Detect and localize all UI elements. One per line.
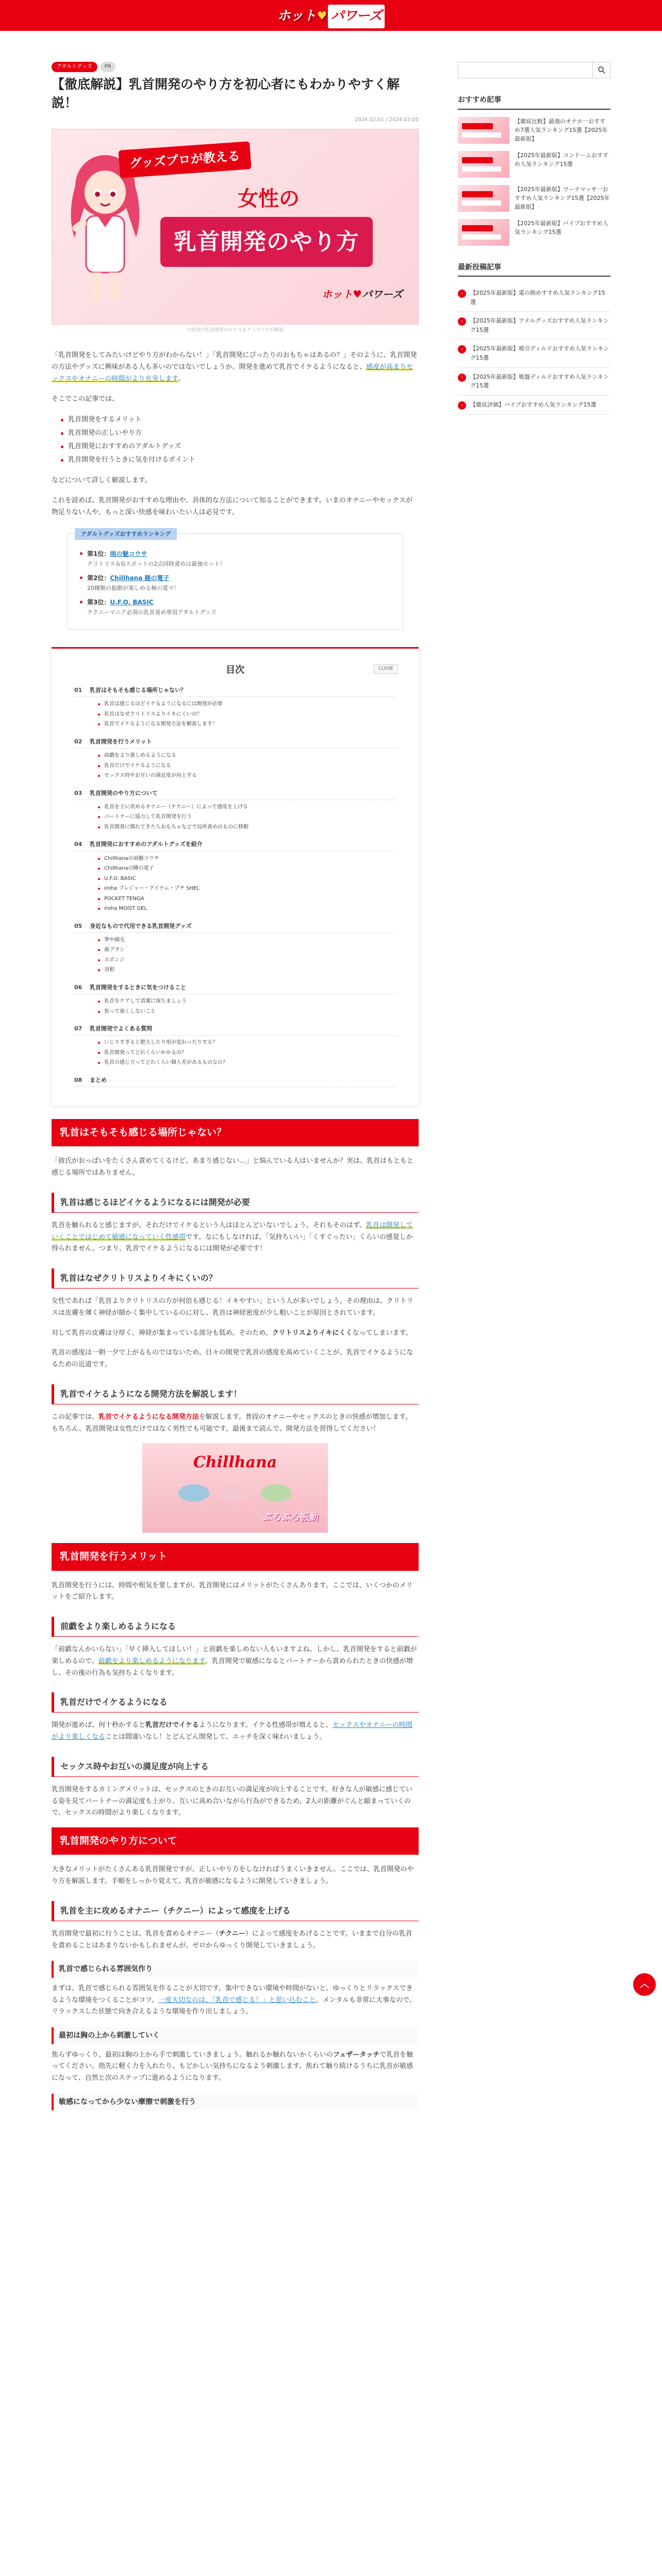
toc-sub-list (98, 935, 396, 975)
latest-item[interactable] (458, 396, 610, 415)
ranking-rank: 第1位： (87, 550, 110, 557)
toc-sub-list (98, 699, 396, 730)
hero-main-title: 乳首開発のやり方 (160, 217, 373, 267)
toc-section (74, 685, 396, 730)
latest-heading: 最新投稿記事 (458, 261, 610, 277)
latest-item[interactable] (458, 312, 610, 340)
chevron-up-icon: ︿ (640, 1979, 649, 1990)
sidebar (458, 62, 610, 415)
section-heading: 乳首開発のやり方について (52, 1827, 419, 1855)
subsection-heading: 乳首はなぜクリトリスよりイキにくいの？ (52, 1268, 419, 1289)
section-paragraph: 乳首の感度は一朝一夕で上がるものではないため、日々の開発で乳首の感度を高めていくことが、乳首でイケるようになるための近道です。 (52, 1349, 413, 1368)
bullet-icon: › (458, 401, 466, 410)
toc-section-title: 身近なもので代用できる乳首開発グッズ (90, 922, 192, 929)
toc-section-title: まとめ (90, 1076, 107, 1083)
ranking-desc: テクニーマニア必須の乳首責め専用アダルトグッズ (87, 609, 217, 616)
section-paragraph (52, 1928, 419, 1952)
product-tagline: ぷるぷる振動 (263, 1512, 319, 1523)
toc-sub-list (98, 1038, 396, 1068)
toc-section-link[interactable] (74, 685, 396, 697)
toc-section-title: 乳首開発におすすめのアダルトグッズを紹介 (90, 841, 203, 848)
latest-item[interactable] (458, 340, 610, 367)
subsection-heading: 乳首でイケるようになる開発方法を解説します！ (52, 1384, 419, 1404)
table-of-contents (52, 647, 419, 1106)
toc-sub-list (98, 751, 396, 781)
recommend-thumbnail (458, 219, 509, 246)
text: 乳首を触られると感じますが、それだけでイケるという人はほとんどいないでしょう。それもそのはず、 (52, 1221, 366, 1229)
latest-title: 【2025年最新版】アナルグッズおすすめ人気ランキング15選 (470, 317, 609, 333)
logo-text-left: ホット (277, 8, 316, 24)
product-egg-green (261, 1484, 292, 1502)
toc-close-button[interactable]: CLOSE (374, 664, 398, 674)
ranking-product-link[interactable]: U.F.O. BASIC (110, 598, 154, 606)
text: で乳首を触ってください。指先に軽く力を入れたり、もどかしい気持ちになるよう刺激します。焦れて触り続けるうちに乳首が敏感になって、自然と次のステップに進めるようになります。 (52, 2050, 413, 2082)
toc-sub-link[interactable]: 筆や刷毛 (98, 935, 396, 945)
hero-ribbon-text: グッズプロが教える (118, 141, 251, 178)
highlight-link[interactable]: 前戯をより楽しめるようになります (98, 1657, 205, 1665)
section-paragraph (52, 1412, 419, 1435)
section-paragraph (52, 1220, 419, 1255)
text: 開発が進めば、何十秒かすると (52, 1721, 146, 1730)
text: まずは、乳首で感じられる雰囲気を作ることが大切です。集中できない環境や時間がないと、ゆっくりとリラックスできるような環境をつくることがコツ。 (52, 1984, 413, 2004)
toc-sub-link[interactable]: 焦って強くしないこと (98, 1007, 396, 1017)
toc-section-title: 乳首開発でよくある質問 (90, 1025, 152, 1032)
toc-sub-list (98, 802, 396, 833)
toc-sub-list (98, 854, 396, 914)
toc-section-link[interactable] (74, 737, 396, 749)
ranking-item (80, 549, 390, 569)
ranking-product-link[interactable]: Chillhana 睡の電子 (110, 574, 170, 582)
subsection-heading: 乳首だけでイケるようになる (52, 1692, 419, 1713)
toc-sub-link[interactable]: POCKET TENGA (98, 894, 396, 904)
toc-number: 02 (74, 738, 82, 745)
subsection-heading: 前戯をより楽しめるようになる (52, 1617, 419, 1637)
toc-section-link[interactable] (74, 921, 396, 933)
ranking-desc: クリトリス＆Gスポットの2点同時責めは最強セット！ (87, 561, 226, 567)
intro-closing: これを読めば、乳首開発がおすすめな理由や、具体的な方法について知ることができます。いまのオナニーやセックスが物足りない人や、もっと深い快感を味わいたい人は必見です。 (52, 497, 412, 516)
text: 対して乳首の皮膚は分厚く、神経が集まっている部分も低め。そのため、 (52, 1329, 272, 1337)
toc-sub-link[interactable]: 歯ブラシ (98, 945, 396, 955)
recommend-item[interactable] (458, 219, 610, 246)
toc-number: 05 (74, 922, 82, 929)
text: 「前戯なんかいらない」「早く挿入してほしい！」と前戯を楽しめない人もいますよね。しかし、乳首開発をすると前戯が楽しめるので、 (52, 1646, 417, 1665)
toc-section-link[interactable] (74, 839, 396, 851)
site-logo[interactable] (277, 5, 385, 28)
toc-sub-link[interactable]: 乳首開発に慣れてきたらおもちゃなどで局所責めのものに移動 (98, 822, 396, 833)
red-bold-text: 乳首でイケるようになる開発方法 (98, 1413, 199, 1421)
hero-subtitle: 女性の (238, 187, 300, 211)
subsection-heading: 乳首を主に攻めるオナニー（チクニー）によって感度を上げる (52, 1901, 419, 1921)
intro-text-end: 。 (178, 375, 185, 383)
category-row (52, 62, 419, 72)
bullet-icon: › (458, 290, 466, 298)
recommend-item[interactable] (458, 151, 610, 178)
latest-item[interactable] (458, 284, 610, 312)
toc-sub-link[interactable]: スポンジ (98, 955, 396, 965)
list-item: 乳首開発におすすめのアダルトグッズ (61, 440, 419, 453)
section-paragraph: 大きなメリットがたくさんある乳首開発ですが、正しいやり方をしなければうまくいきません。ここでは、乳首開発のやり方を解説します。手順をしっかり覚えて、乳首が敏感になるように開発していきましょう。 (52, 1866, 414, 1885)
section-paragraph (52, 1983, 419, 2018)
toc-sub-link[interactable]: Chillhanaの睡の電子 (98, 863, 396, 874)
section-paragraph: 「彼氏がおっぱいをたくさん責めてくるけど、あまり感じない…」と悩んでいる人はいませんか？実は、乳首はもともと感じる場所ではありません。 (52, 1157, 414, 1177)
inline-link[interactable]: セックスやオナニーの時間がより楽しくなる (52, 1721, 412, 1741)
toc-section-title: 乳首開発をするときに気をつけること (90, 984, 186, 991)
intro-paragraph (52, 350, 419, 385)
hero-caption: 女性向け乳首開発のやり方をグッズプロが解説 (186, 327, 284, 333)
subsection-heading: セックス時やお互いの満足度が向上する (52, 1757, 419, 1777)
page-top-button[interactable] (633, 1973, 656, 1996)
toc-sub-link[interactable]: 乳首の感じ方ってどれくらい個人差があるものなの？ (98, 1058, 396, 1068)
toc-section-link[interactable] (74, 1075, 396, 1087)
ranking-item (80, 573, 390, 594)
search-icon (598, 66, 606, 74)
text: ）によって感度をあげることです。いままで自分の乳首を責めることはあまりないかもしれませんが、ゼロからゆっくり開発していきましょう。 (52, 1929, 412, 1950)
intro-lead: そこでこの記事では、 (52, 395, 119, 403)
article-title: 【徹底解説】乳首開発のやり方を初心者にもわかりやすく解説！ (52, 76, 400, 110)
text: ようになります。イケる性感帯が増えると、 (198, 1721, 333, 1730)
ranking-product-link[interactable]: 雨の魅コウサ (110, 550, 147, 557)
text: なってしまいます。 (352, 1329, 412, 1337)
section-paragraph (52, 2049, 419, 2084)
text: 焦らずゆっくり、最初は胸の上から手で刺激していきましょう。触れるか触れないかくらいの (52, 2050, 333, 2059)
toc-sub-link[interactable]: iroha プレジャー・アイテム・プチ SHEL (98, 884, 396, 894)
section-heading: 乳首はそもそも感じる場所じゃない？ (52, 1119, 419, 1146)
toc-section (74, 788, 396, 833)
toc-section-title: 乳首開発を行うメリット (90, 738, 152, 745)
bullet-icon: › (458, 317, 466, 326)
hero-logo-heart: ♥ (353, 287, 362, 300)
bold-text: チクニー (219, 1929, 245, 1938)
highlight-link[interactable]: 乳首は開発していくことではじめて敏感になっていく性感帯 (52, 1221, 413, 1241)
minor-heading: 最初は胸の上から刺激していく (52, 2027, 419, 2044)
recommend-thumbnail (458, 117, 509, 144)
bullet-icon: › (458, 345, 466, 353)
product-name: Chillhana (193, 1453, 277, 1472)
toc-section (74, 982, 396, 1016)
bullet-icon: › (458, 374, 466, 382)
product-banner[interactable] (142, 1443, 328, 1533)
recommend-heading: おすすめ記事 (458, 94, 610, 110)
recommend-item[interactable] (458, 185, 610, 212)
toc-sub-link[interactable]: Chillhanaの雨魅コウサ (98, 854, 396, 864)
toc-number: 08 (74, 1076, 82, 1083)
toc-sub-link[interactable]: 乳首開発ってどれくらいかかるの？ (98, 1048, 396, 1058)
toc-section (74, 1075, 396, 1087)
minor-heading: 乳首で感じられる雰囲気作り (52, 1961, 419, 1978)
text: 。メンタルも非常に大事なので、リラックスした状態で向き合えるような環境を作り出しましょう。 (52, 1996, 416, 2016)
recommend-title: 【徹底比較】最強のオナホ一おすすめ7選人気ランキング15選【2025年最新版】 (515, 117, 608, 142)
text: この記事では、 (52, 1413, 99, 1421)
search-box (458, 62, 610, 78)
text: ことは間違いなし！とどんどん開発して、エッチを深く味わいましょう。 (105, 1733, 326, 1741)
section-paragraph: 乳首開発を行うには、時間や根気を要しますが、乳首開発にはメリットがたくさんあります。ここでは、いくつかのメリットをご紹介します。 (52, 1581, 413, 1601)
inline-link[interactable]: 一度大切なのは、「乳首で感じる！」と思い込むこと (158, 1996, 316, 2004)
recommend-thumbnail (458, 151, 509, 178)
text: 乳首開発で最初に行うことは、乳首を責めるオナニー（ (52, 1929, 219, 1938)
toc-section-title: 乳首はそもそも感じる場所じゃない？ (90, 687, 186, 693)
section-paragraph (52, 1720, 419, 1743)
recommend-item[interactable] (458, 117, 610, 144)
section-heading: 乳首開発を行うメリット (52, 1543, 419, 1570)
text: 。乳首開発で敏感になるとパートナーから責められたときの快感が増し、その後の行為も気持ちよくなります。 (52, 1657, 413, 1677)
ranking-desc: 20種類の振動が楽しめる極の電マ！ (87, 585, 179, 591)
toc-sub-link[interactable]: 乳首はなぜクリトリスよりイキにくいの？ (98, 709, 396, 720)
latest-title: 【2025年最新版】吸盤ディルドおすすめ人気ランキング15選 (470, 373, 609, 389)
article-main (52, 62, 419, 2115)
intro-text: 「乳首開発をしてみたいけどやり方がわからない！」「乳首開発にぴったりのおもちゃはあるの？」そのように、乳首開発の方法やグッズに興味がある人も多いのではないでしょうか。開発を進めて乳首でイケるようになると、 (52, 351, 417, 371)
toc-number: 01 (74, 687, 82, 693)
toc-section-link[interactable] (74, 1024, 396, 1036)
recommend-title: 【2025年最新版】コンドームおすすめ人気ランキング15選 (515, 151, 609, 167)
bold-text: クリトリスよりイキにくく (272, 1329, 353, 1337)
toc-sub-link[interactable]: U.F.O. BASIC (98, 874, 396, 884)
toc-body (74, 685, 396, 1087)
toc-sub-list (98, 996, 396, 1016)
text: を解説します。普段のオナニーやセックスのときの快感が増加します。もちろん、乳首開発は女性だけではなく男性でも可能です。最後まで読んで、開発方法を習得してください！ (52, 1413, 412, 1433)
product-egg-pink (220, 1484, 251, 1502)
minor-heading: 敏感になってから少ない摩擦で刺激を行う (52, 2094, 419, 2111)
hero-logo (322, 285, 403, 303)
bold-text: 乳首だけでイケる (145, 1721, 199, 1730)
pr-badge: PR (101, 62, 115, 72)
latest-title: 【2025年最新版】電の熱めすすめ人気ランキング15選 (470, 290, 605, 306)
intro-highlight-link[interactable]: 感度が高まりセックスやオナニーの時間がより充実します (52, 363, 413, 383)
toc-number: 07 (74, 1025, 82, 1032)
toc-sub-link[interactable]: パートナーに協力して乳首開発を行う (98, 812, 396, 822)
toc-sub-link[interactable]: 乳首を主に攻めるオナニー（チクニー）によって感度を上げる (98, 802, 396, 812)
recommend-title: 【2025年最新版】ワーナマッサ一おすすめ人気ランキング15選【2025年最新版】 (515, 185, 610, 210)
product-egg-blue (178, 1484, 209, 1502)
section-paragraph: 女性であれば「乳首よりクリトリスの方が何倍も感じる！イキやすい」という人が多いでしょう。その理由は、クリトリスは皮膚を薄く神経が細かく集中しているのに対し、乳首は神経密度が少し粗いことが原因とされています。 (52, 1297, 413, 1317)
toc-section (74, 1024, 396, 1068)
list-item: 乳首開発をするメリット (61, 413, 419, 427)
toc-number: 03 (74, 789, 82, 796)
ranking-item (80, 598, 390, 618)
search-button[interactable] (592, 62, 610, 78)
toc-sub-link[interactable]: 乳首でイケるようになる開発方法を解説します！ (98, 719, 396, 730)
hero-image (52, 129, 419, 325)
recommend-thumbnail (458, 185, 509, 212)
site-header (0, 2, 662, 31)
toc-section-link[interactable] (74, 982, 396, 994)
article-dates: 2024.02.01 / 2024.03.05 (354, 117, 419, 123)
ranking-label: アダルトグッズおすすめランキング (75, 528, 177, 540)
latest-item[interactable] (458, 368, 610, 396)
toc-sub-link[interactable]: iroha MOIST GEL (98, 904, 396, 914)
ranking-rank: 第2位： (87, 574, 110, 582)
search-input[interactable] (458, 62, 592, 78)
list-item: 乳首開発の正しいやり方 (61, 427, 419, 440)
latest-title: 【徹底評価】バイブおすすめ人気ランキング15選 (470, 401, 597, 408)
latest-title: 【2025年最新版】吸引ディルドおすすめ人気ランキング15選 (470, 345, 609, 361)
toc-sub-link[interactable]: 乳首は感じるほどイケるようになるには開発が必要 (98, 699, 396, 709)
subsection-heading: 乳首は感じるほどイケるようになるには開発が必要 (52, 1193, 419, 1213)
toc-section (74, 921, 396, 975)
toc-section (74, 839, 396, 913)
toc-sub-link[interactable]: 羽根 (98, 965, 396, 975)
logo-text-right: パワーズ (328, 5, 385, 28)
toc-section-title: 乳首開発のやり方について (90, 789, 158, 796)
toc-number: 04 (74, 841, 82, 848)
toc-sub-link[interactable]: いじりすぎると肥大したり形が変わったりする？ (98, 1038, 396, 1048)
toc-section-link[interactable] (74, 788, 396, 800)
list-item: 乳首開発を行うときに気を付けるポイント (61, 453, 419, 467)
toc-sub-link[interactable]: 乳首だけでイケるようになる (98, 761, 396, 771)
latest-list (458, 284, 610, 415)
ranking-rank: 第3位： (87, 598, 110, 606)
intro-followup: などについて詳しく解説します。 (52, 477, 152, 485)
ranking-box (67, 530, 403, 630)
toc-number: 06 (74, 984, 82, 991)
logo-heart-icon: ♥ (317, 9, 327, 23)
hero-logo-left: ホット (322, 287, 353, 300)
bold-text: フェザータッチ (333, 2050, 380, 2059)
intro-list (61, 413, 419, 467)
toc-sub-link[interactable]: 乳首をケアして清潔に保ちましょう (98, 996, 396, 1007)
text: です。なにもしなければ、「気持ちいい」「くすぐったい」くらいの感覚しか得られません。つまり、乳首でイケるようになるには開発が必要です！ (52, 1233, 413, 1253)
category-badge[interactable]: アダルトグッズ (52, 62, 97, 72)
section-paragraph (52, 1328, 419, 1340)
hero-logo-right: パワーズ (362, 287, 403, 300)
section-paragraph: 乳首開発をするカミングメリットは、セックスのときのお互いの満足度が向上することです。好きな人が敏感に感じている姿を見てパートナーの満足度も上がり、互いに高め合いながら行為ができるため、2人の距離がぐんと縮まっていくので、セックスの時間がより楽しくなります。 (52, 1785, 412, 1817)
recommend-title: 【2025年最新版】バイブおすすめ人気ランキング15選 (515, 219, 608, 235)
section-paragraph (52, 1644, 419, 1679)
toc-sub-link[interactable]: 前戯をより楽しめるようになる (98, 751, 396, 761)
toc-section (74, 737, 396, 781)
toc-title: 目次 (226, 664, 244, 675)
toc-sub-link[interactable]: セックス時やお互いの満足度が向上する (98, 771, 396, 781)
